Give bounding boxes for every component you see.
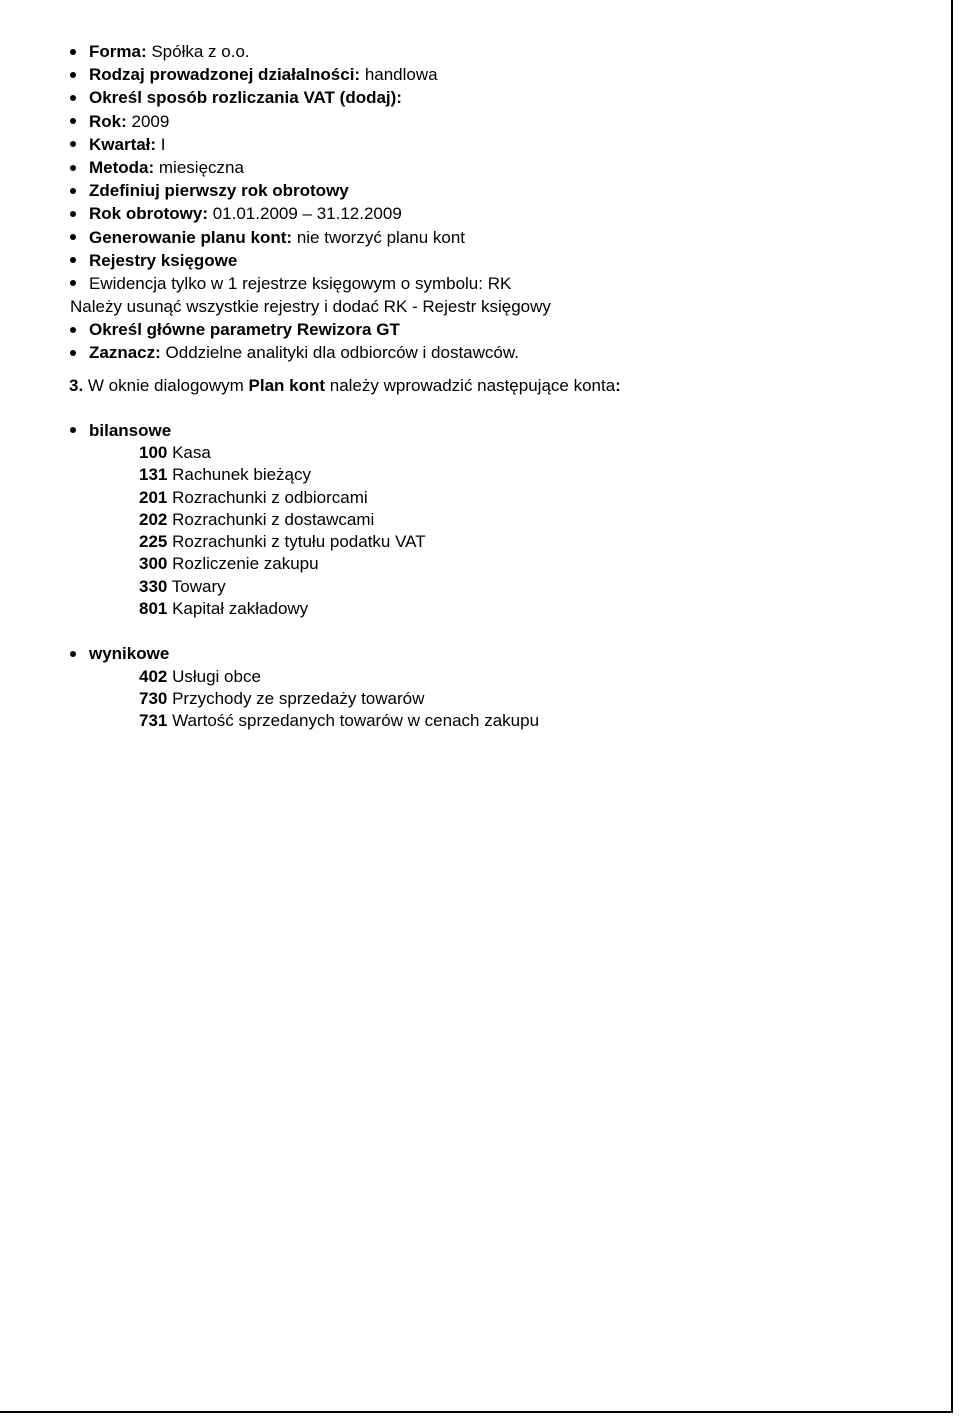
item-value: Oddzielne analityki dla odbiorców i dostawców. bbox=[160, 343, 519, 363]
item-label: Generowanie planu kont: bbox=[89, 227, 293, 247]
account-row bbox=[70, 598, 940, 620]
list-item bbox=[70, 249, 940, 272]
account-name: Kapitał zakładowy bbox=[167, 599, 309, 619]
account-row bbox=[70, 688, 940, 710]
step-text: W oknie dialogowym bbox=[83, 375, 249, 395]
account-code: 730 bbox=[139, 688, 168, 708]
list-item bbox=[70, 226, 940, 249]
account-name: Usługi obce bbox=[167, 666, 261, 686]
document-body bbox=[70, 40, 940, 732]
list-item bbox=[70, 179, 940, 202]
step-3-heading bbox=[69, 374, 940, 397]
account-name: Rozrachunki z odbiorcami bbox=[167, 487, 368, 507]
item-label: Zdefiniuj pierwszy rok obrotowy bbox=[89, 181, 349, 201]
item-label: Rodzaj prowadzonej działalności: bbox=[89, 65, 361, 85]
account-row bbox=[70, 487, 940, 509]
list-item bbox=[70, 133, 940, 156]
item-label: Określ główne parametry Rewizora GT bbox=[89, 320, 400, 340]
account-group-wynikowe bbox=[70, 642, 940, 665]
list-item bbox=[70, 40, 940, 63]
account-code: 201 bbox=[139, 487, 168, 507]
group-name: bilansowe bbox=[89, 420, 172, 440]
account-code: 402 bbox=[139, 666, 168, 686]
account-code: 731 bbox=[139, 711, 168, 731]
account-name: Wartość sprzedanych towarów w cenach zakupu bbox=[167, 711, 540, 731]
account-code: 801 bbox=[139, 599, 168, 619]
step-bold-term: Plan kont bbox=[248, 375, 326, 395]
account-code: 131 bbox=[139, 465, 168, 485]
account-code: 225 bbox=[139, 532, 168, 552]
list-item bbox=[70, 110, 940, 133]
account-row bbox=[70, 666, 940, 688]
account-code: 100 bbox=[139, 443, 168, 462]
account-name: Rozrachunki z dostawcami bbox=[167, 509, 375, 529]
item-label: Rejestry księgowe bbox=[89, 250, 238, 270]
step-number: 3. bbox=[69, 375, 84, 395]
item-label: Forma: bbox=[89, 42, 147, 61]
account-code: 202 bbox=[139, 509, 168, 529]
account-name: Rozrachunki z tytułu podatku VAT bbox=[167, 532, 426, 552]
list-item bbox=[70, 318, 940, 341]
account-name: Rozliczenie zakupu bbox=[167, 554, 319, 574]
item-value: Ewidencja tylko w 1 rejestrze księgowym o symbolu: RK bbox=[89, 273, 512, 293]
item-value: Spółka z o.o. bbox=[146, 42, 250, 61]
account-code: 330 bbox=[139, 576, 168, 596]
item-label: Kwartał: bbox=[89, 134, 157, 154]
item-value: handlowa bbox=[360, 65, 438, 85]
list-item bbox=[70, 341, 940, 364]
step-text-after: należy wprowadzić następujące konta bbox=[325, 375, 616, 395]
list-item bbox=[70, 272, 940, 295]
account-row bbox=[70, 710, 940, 732]
item-value: 01.01.2009 – 31.12.2009 bbox=[208, 204, 402, 224]
note-text: Należy usunąć wszystkie rejestry i dodać RK - Rejestr księgowy bbox=[70, 297, 551, 317]
account-row bbox=[70, 442, 940, 464]
item-value: nie tworzyć planu kont bbox=[292, 227, 466, 247]
item-value: I bbox=[156, 134, 166, 154]
account-code: 300 bbox=[139, 554, 168, 574]
account-row bbox=[70, 509, 940, 531]
list-item bbox=[70, 202, 940, 225]
account-row bbox=[70, 531, 940, 553]
account-name: Kasa bbox=[167, 443, 211, 462]
account-row bbox=[70, 576, 940, 598]
group-name: wynikowe bbox=[89, 644, 170, 664]
item-label: Określ sposób rozliczania VAT (dodaj): bbox=[89, 88, 402, 108]
account-name: Przychody ze sprzedaży towarów bbox=[167, 688, 425, 708]
account-group-bilansowe bbox=[70, 419, 940, 442]
item-label: Rok obrotowy: bbox=[89, 204, 208, 224]
account-name: Towary bbox=[167, 576, 226, 596]
step-colon: : bbox=[615, 375, 621, 395]
list-item bbox=[70, 86, 940, 109]
account-row bbox=[70, 553, 940, 575]
list-item bbox=[70, 156, 940, 179]
list-item bbox=[70, 63, 940, 86]
account-name: Rachunek bieżący bbox=[167, 465, 312, 485]
item-value: miesięczna bbox=[154, 157, 244, 177]
item-value: 2009 bbox=[126, 111, 170, 131]
item-label: Metoda: bbox=[89, 157, 155, 177]
item-label: Zaznacz: bbox=[89, 343, 161, 363]
item-label: Rok: bbox=[89, 111, 127, 131]
account-row bbox=[70, 464, 940, 486]
